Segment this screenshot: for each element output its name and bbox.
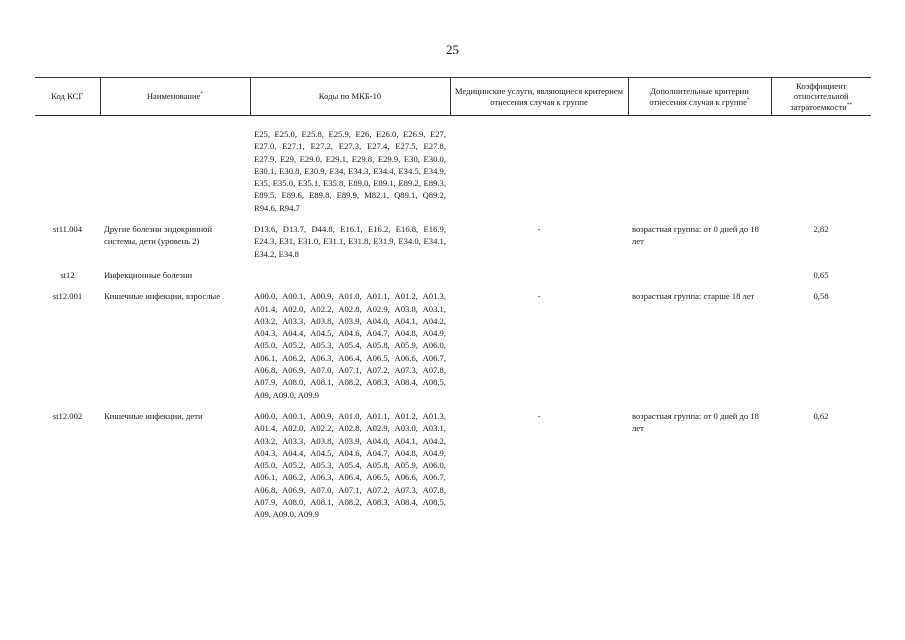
cell-name: Кишечные инфекции, дети (104, 410, 203, 421)
header-mkb: Коды по МКБ-10 (250, 78, 450, 116)
cell-code: st12.002 (52, 410, 83, 421)
cell-criteria (628, 269, 771, 290)
cell-criteria: возрастная группа: от 0 дней до 18 лет (632, 410, 759, 434)
cell-coef: 0,62 (813, 410, 829, 421)
cell-criteria: возрастная группа: от 0 дней до 18 лет (632, 224, 759, 247)
cell-code: st12.001 (52, 291, 83, 302)
cell-name: Кишечные инфекции, взрослые (104, 291, 221, 302)
cell-name: Другие болезни эндокринной системы, дети (уровень 2) (104, 224, 213, 247)
cell-mkb-codes: A00.0, A00.1, A00.9, A01.0, A01.1, A01.2, A01.3, A01.4, A02.0, A02.2, A02.8, A02.9, A03.0, A03.1, A03.2, A03.3, A03.8, A03.9, A04.0, A04.1, A04.2, A04.3, A04.4, A04.5, A04.6, A04.7, A04.8, A04.9, A05.0, A05.2, A05.3, A05.4, A05.8, A05.9, A06.0, A06.1, A06.2, A06.3, A06.4, A06.5, A06.6, A06.7, A06.8, A06.9, A07.0, A07.1, A07.2, A07.3, A07.8, A07.9, A08.0, A08.1, A08.2, A08.3, A08.4, A08.5, A09, A09.0, A09.9 (254, 291, 446, 400)
table-header (35, 78, 871, 116)
cell-criteria: возрастная группа: старше 18 лет (632, 291, 755, 302)
cell-mkb-codes: E25, E25.0, E25.8, E25.9, E26, E26.0, E26.9, E27, E27.0, E27.1, E27.2, E27.3, E27.4, E27.5, E27.8, E27.9, E29, E29.0, E29.1, E29.8, E29.9, E30, E30.0, E30.1, E30.8, E30.9, E34, E34.3, E34.4, E34.5, E34.9, E35, E35.0, E35.1, E35.8, E89.0, E89.1, E89.2, E89.3, E89.5, E89.6, E89.8, E89.9, M82.1, Q89.1, Q89.2, R94.6, R94.7 (254, 129, 446, 213)
cell-services (450, 269, 628, 290)
table-row (35, 410, 871, 521)
cell-services: - (537, 410, 541, 421)
footnote-mark: ** (846, 101, 853, 108)
cell-name (100, 128, 250, 223)
cell-coef (771, 128, 871, 223)
cell-name: Инфекционные болезни (104, 269, 193, 280)
header-code: Код КСГ (35, 78, 100, 116)
table-row (35, 223, 871, 269)
header-coef: Коэффициент относительной затратоемкости** (771, 78, 871, 116)
cell-mkb-codes: D13.6, D13.7, D44.8, E16.1, E16.2, E16.8, E16.9, E24.3, E31, E31.0, E31.1, E31.8, E31.9, E34.0, E34.1, E34.2, E34.8 (254, 224, 446, 259)
table-row (35, 269, 871, 290)
cell-coef: 2,82 (813, 224, 829, 235)
header-name: Наименование* (100, 78, 250, 116)
footnote-mark: * (200, 91, 204, 98)
cell-criteria (628, 128, 771, 223)
page-number: 25 (446, 42, 459, 57)
cell-services: - (537, 291, 541, 302)
cell-coef: 0,58 (813, 291, 829, 302)
cell-coef: 0,65 (813, 269, 829, 280)
table-row (35, 290, 871, 410)
cell-mkb-codes (250, 269, 450, 290)
cell-code: st11.004 (52, 224, 83, 235)
table-row (35, 128, 871, 223)
header-criteria: Дополнительные критерии отнесения случая к группе* (628, 78, 771, 116)
ksg-table (35, 77, 871, 521)
cell-services: - (537, 224, 541, 235)
cell-code (35, 128, 100, 223)
footnote-mark: * (746, 96, 750, 103)
cell-mkb-codes: A00.0, A00.1, A00.9, A01.0, A01.1, A01.2, A01.3, A01.4, A02.0, A02.2, A02.8, A02.9, A03.0, A03.1, A03.2, A03.3, A03.8, A03.9, A04.0, A04.1, A04.2, A04.3, A04.4, A04.5, A04.6, A04.7, A04.8, A04.9, A05.0, A05.2, A05.3, A05.4, A05.8, A05.9, A06.0, A06.1, A06.2, A06.3, A06.4, A06.5, A06.6, A06.7, A06.8, A06.9, A07.0, A07.1, A07.2, A07.3, A07.8, A07.9, A08.0, A08.1, A08.2, A08.3, A08.4, A08.5, A09, A09.0, A09.9 (254, 410, 446, 520)
table-body (35, 116, 871, 521)
header-services: Медицинские услуги, являющиеся критерием отнесения случая к группе (450, 78, 628, 116)
cell-code: st12 (60, 269, 75, 280)
cell-services (450, 128, 628, 223)
